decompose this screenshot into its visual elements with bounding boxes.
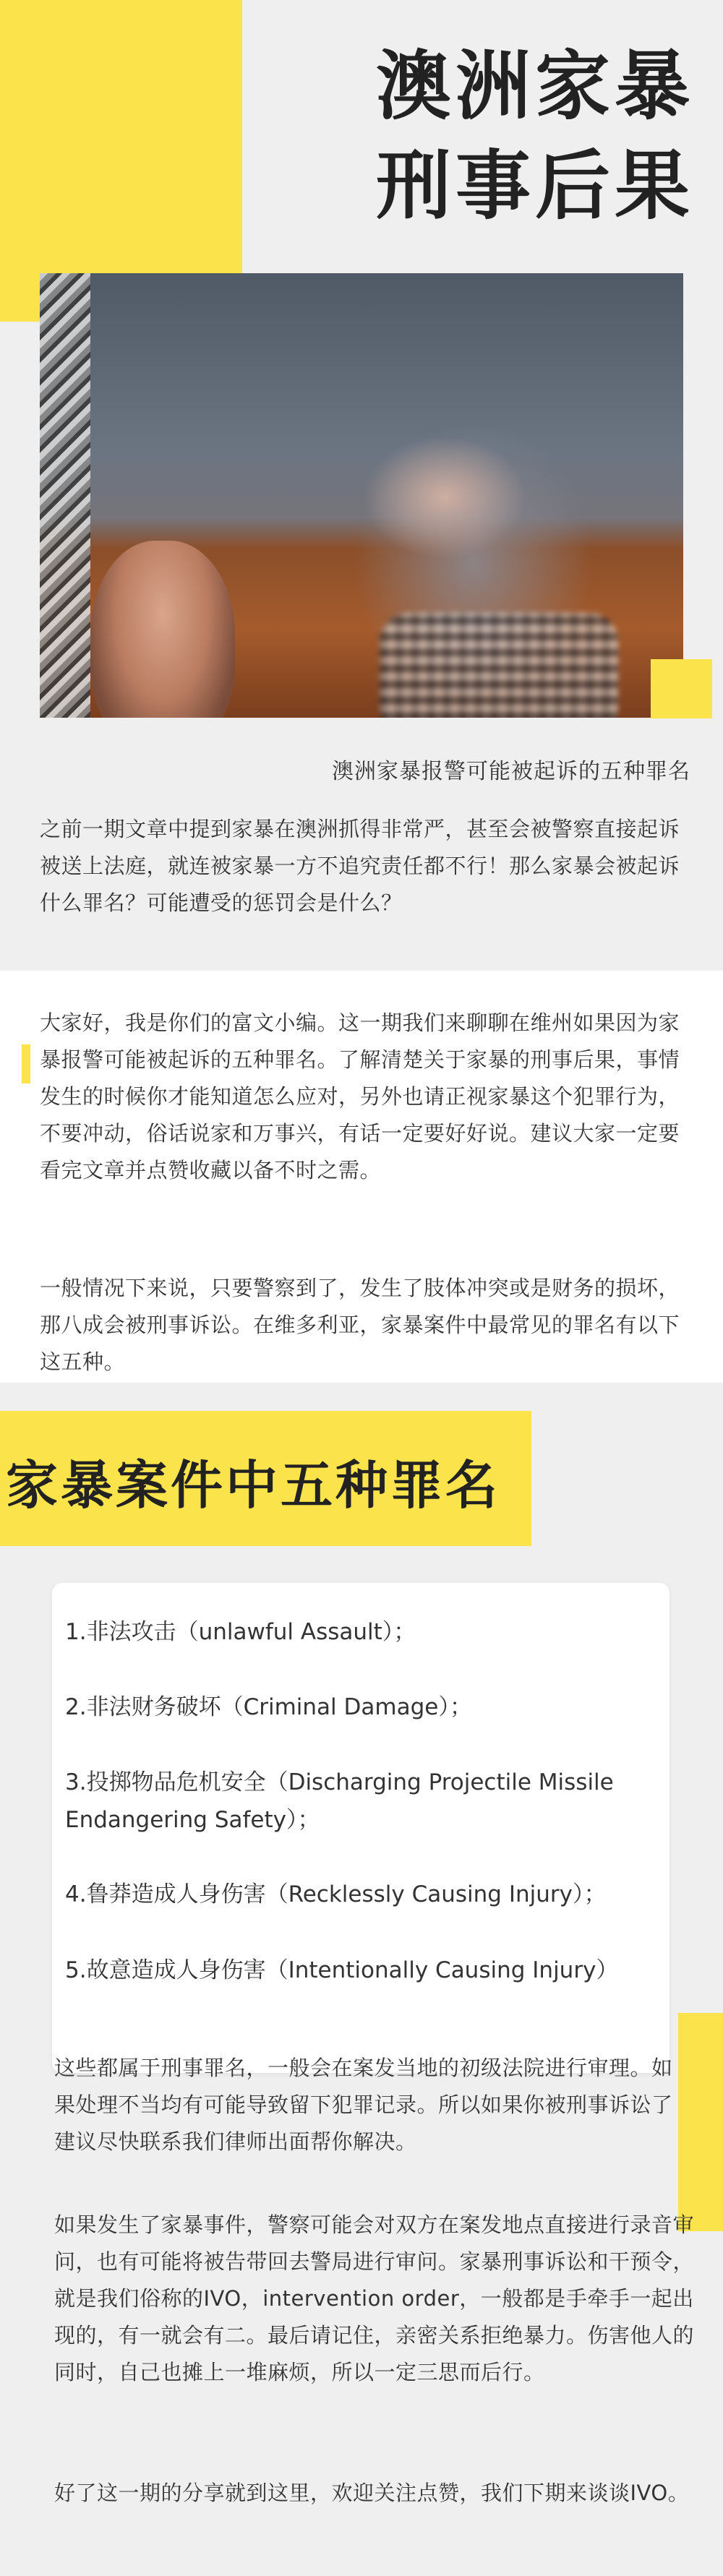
list-item: 1.非法攻击（unlawful Assault）； <box>65 1619 416 1645</box>
list-item: 2.非法财务破坏（Criminal Damage）； <box>65 1694 472 1720</box>
paragraph-4: 如果发生了家暴事件，警察可能会对双方在案发地点直接进行录音审问，也有可能将被告带回去警局进行审问。家暴刑事诉讼和干预令，就是我们俗称的IVO，intervention order，一般都是手牵手一起出现的，有一就会有二。最后请记住，亲密关系拒绝暴力。伤害他人的同时，自己也摊上一堆麻烦，所以一定三思而后行。 <box>54 2212 695 2384</box>
crimes-card <box>52 1583 669 2073</box>
image-caption: 澳洲家暴报警可能被起诉的五种罪名 <box>332 759 690 784</box>
title-line-2: 刑事后果 <box>375 142 694 230</box>
body-paragraph-1: 大家好，我是你们的富文小编。这一期我们来聊聊在维州如果因为家暴报警可能被起诉的五种罪名。了解清楚关于家暴的刑事后果，事情发生的时候你才能知道怎么应对，另外也请正视家暴这个犯罪行为，不要冲动，俗话说家和万事兴，有话一定要好好说。建议大家一定要看完文章并点赞收藏以备不时之需。 <box>40 1010 680 1182</box>
hero-yellow-square <box>651 659 712 718</box>
hero-fist-shape <box>90 541 235 718</box>
intro-paragraph: 之前一期文章中提到家暴在澳洲抓得非常严，甚至会被警察直接起诉被送上法庭，就连被家暴一方不追究责任都不行！那么家暴会被起诉什么罪名？可能遭受的惩罚会是什么？ <box>40 817 680 915</box>
hero-arm-shape <box>40 273 90 718</box>
page-title <box>376 36 694 236</box>
paragraph-5: 好了这一期的分享就到这里，欢迎关注点赞，我们下期来谈谈IVO。 <box>54 2481 690 2505</box>
title-line-1: 澳洲家暴 <box>375 42 694 130</box>
list-item: 3.投掷物品危机安全（Discharging Projectile Missile Endangering Safety）； <box>65 1769 614 1833</box>
hero-image <box>40 273 683 718</box>
section-title: 家暴案件中五种罪名 <box>6 1455 501 1516</box>
list-item: 5.故意造成人身伤害（Intentionally Causing Injury） <box>65 1957 619 1983</box>
hero-figure-shape <box>380 613 618 718</box>
paragraph-3: 这些都属于刑事罪名，一般会在案发当地的初级法院进行审理。如果处理不当均有可能导致留下犯罪记录。所以如果你被刑事诉讼了建议尽快联系我们律师出面帮你解决。 <box>54 2056 673 2154</box>
list-item: 4.鲁莽造成人身伤害（Recklessly Causing Injury）； <box>65 1881 607 1907</box>
body-paragraph-2: 一般情况下来说，只要警察到了，发生了肢体冲突或是财务的损坏，那八成会被刑事诉讼。在维多利亚，家暴案件中最常见的罪名有以下这五种。 <box>40 1276 680 1374</box>
yellow-marker <box>22 1044 30 1083</box>
